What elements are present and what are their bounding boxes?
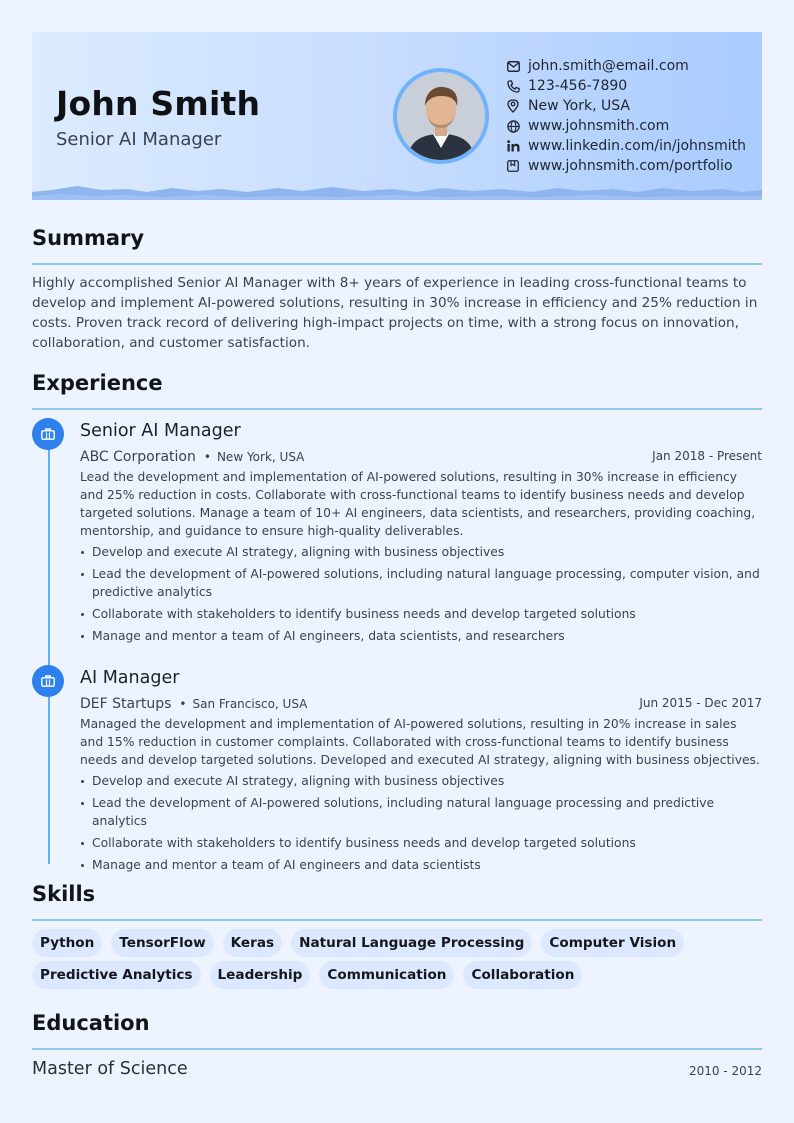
- skill-chip: Leadership: [210, 961, 311, 989]
- location-pin-icon: [506, 99, 520, 113]
- contact-location-text: New York, USA: [528, 98, 630, 114]
- skills-list: [32, 929, 762, 993]
- job-marker: [32, 665, 64, 697]
- company-name: DEF Startups: [80, 696, 172, 712]
- contact-list: [506, 56, 762, 176]
- job-title: Senior AI Manager: [80, 421, 241, 441]
- education-dates: 2010 - 2012: [688, 1064, 762, 1078]
- separator-dot-icon: •: [203, 450, 211, 464]
- list-item: Lead the development of AI-powered solutions, including natural language processing and predictive analytics: [80, 794, 762, 830]
- degree-title: Master of Science: [32, 1059, 188, 1079]
- job-entry: [80, 419, 762, 649]
- contact-email-text: john.smith@email.com: [528, 58, 689, 74]
- education-divider: [32, 1048, 762, 1050]
- job-bullets: [80, 543, 762, 645]
- experience-heading: Experience: [32, 371, 163, 395]
- job-location: San Francisco, USA: [192, 697, 308, 711]
- contact-portfolio-text: www.johnsmith.com/portfolio: [528, 158, 733, 174]
- job-dates: Jan 2018 - Present: [652, 449, 762, 463]
- skill-chip: Keras: [223, 929, 282, 957]
- education-heading: Education: [32, 1011, 150, 1035]
- skill-chip: Computer Vision: [541, 929, 684, 957]
- contact-email[interactable]: [506, 56, 762, 76]
- mail-icon: [506, 59, 520, 73]
- separator-dot-icon: •: [179, 697, 187, 711]
- experience-timeline: [48, 432, 50, 864]
- skill-row: [32, 929, 762, 957]
- contact-portfolio[interactable]: [506, 156, 762, 176]
- globe-icon: [506, 119, 520, 133]
- briefcase-icon: [41, 428, 55, 440]
- resume-header: [32, 32, 762, 200]
- candidate-title: Senior AI Manager: [56, 129, 222, 150]
- experience-divider: [32, 408, 762, 410]
- contact-phone-text: 123-456-7890: [528, 78, 628, 94]
- avatar: [393, 68, 489, 164]
- contact-website-text: www.johnsmith.com: [528, 118, 670, 134]
- list-item: Collaborate with stakeholders to identify business needs and develop targeted solutions: [80, 834, 762, 852]
- skill-chip: TensorFlow: [111, 929, 213, 957]
- skill-chip: Python: [32, 929, 102, 957]
- job-title: AI Manager: [80, 668, 180, 688]
- company-name: ABC Corporation: [80, 449, 196, 465]
- job-entry: [80, 666, 762, 878]
- skill-chip: Communication: [319, 961, 454, 989]
- skill-chip: Predictive Analytics: [32, 961, 201, 989]
- skill-chip: Natural Language Processing: [291, 929, 532, 957]
- briefcase-icon: [41, 675, 55, 687]
- skill-row: [32, 961, 762, 989]
- job-description: Lead the development and implementation of AI-powered solutions, resulting in 30% increase in efficiency and 25% reduction in costs. Collaborate with cross-functional teams to identify business needs and develop targeted solutions. Manage a team of 10+ AI engineers, data scientists, and researchers, providing coaching, mentorship, and guidance to ensure high-quality deliverables.: [80, 470, 756, 538]
- contact-phone[interactable]: [506, 76, 762, 96]
- job-location: New York, USA: [216, 450, 305, 464]
- job-meta: [80, 445, 762, 467]
- skills-divider: [32, 919, 762, 921]
- summary-divider: [32, 263, 762, 265]
- list-item: Manage and mentor a team of AI engineers and data scientists: [80, 856, 762, 874]
- job-dates: Jun 2015 - Dec 2017: [639, 696, 762, 710]
- list-item: Lead the development of AI-powered solutions, including natural language processing, computer vision, and predictive analytics: [80, 565, 762, 601]
- portfolio-icon: [506, 159, 520, 173]
- summary-heading: Summary: [32, 226, 145, 250]
- skills-heading: Skills: [32, 882, 96, 906]
- job-bullets: [80, 772, 762, 874]
- phone-icon: [506, 79, 520, 93]
- list-item: Develop and execute AI strategy, aligning with business objectives: [80, 543, 762, 561]
- contact-website[interactable]: [506, 116, 762, 136]
- contact-linkedin-text: www.linkedin.com/in/johnsmith: [528, 138, 746, 154]
- skill-chip: Collaboration: [463, 961, 582, 989]
- candidate-name: John Smith: [56, 84, 261, 123]
- list-item: Develop and execute AI strategy, aligning with business objectives: [80, 772, 762, 790]
- list-item: Collaborate with stakeholders to identify business needs and develop targeted solutions: [80, 605, 762, 623]
- contact-location: [506, 96, 762, 116]
- summary-text: Highly accomplished Senior AI Manager with 8+ years of experience in leading cross-functional teams to develop and implement AI-powered solutions, resulting in 30% increase in efficiency and 25% reduction in costs. Proven track record of delivering high-impact projects on time, with a strong focus on innovation, collaboration, and customer satisfaction.: [32, 275, 758, 351]
- linkedin-icon: [506, 139, 520, 153]
- contact-linkedin[interactable]: [506, 136, 762, 156]
- job-description: Managed the development and implementation of AI-powered solutions, resulting in 20% increase in sales and 15% reduction in customer complaints. Collaborated with cross-functional teams to identify business needs and develop targeted solutions. Developed and executed AI strategy, aligning with business objectives.: [80, 717, 760, 767]
- job-meta: [80, 692, 762, 714]
- job-marker: [32, 418, 64, 450]
- header-wave-decoration: [32, 184, 762, 200]
- list-item: Manage and mentor a team of AI engineers, data scientists, and researchers: [80, 627, 762, 645]
- portrait-photo-icon: [397, 72, 485, 160]
